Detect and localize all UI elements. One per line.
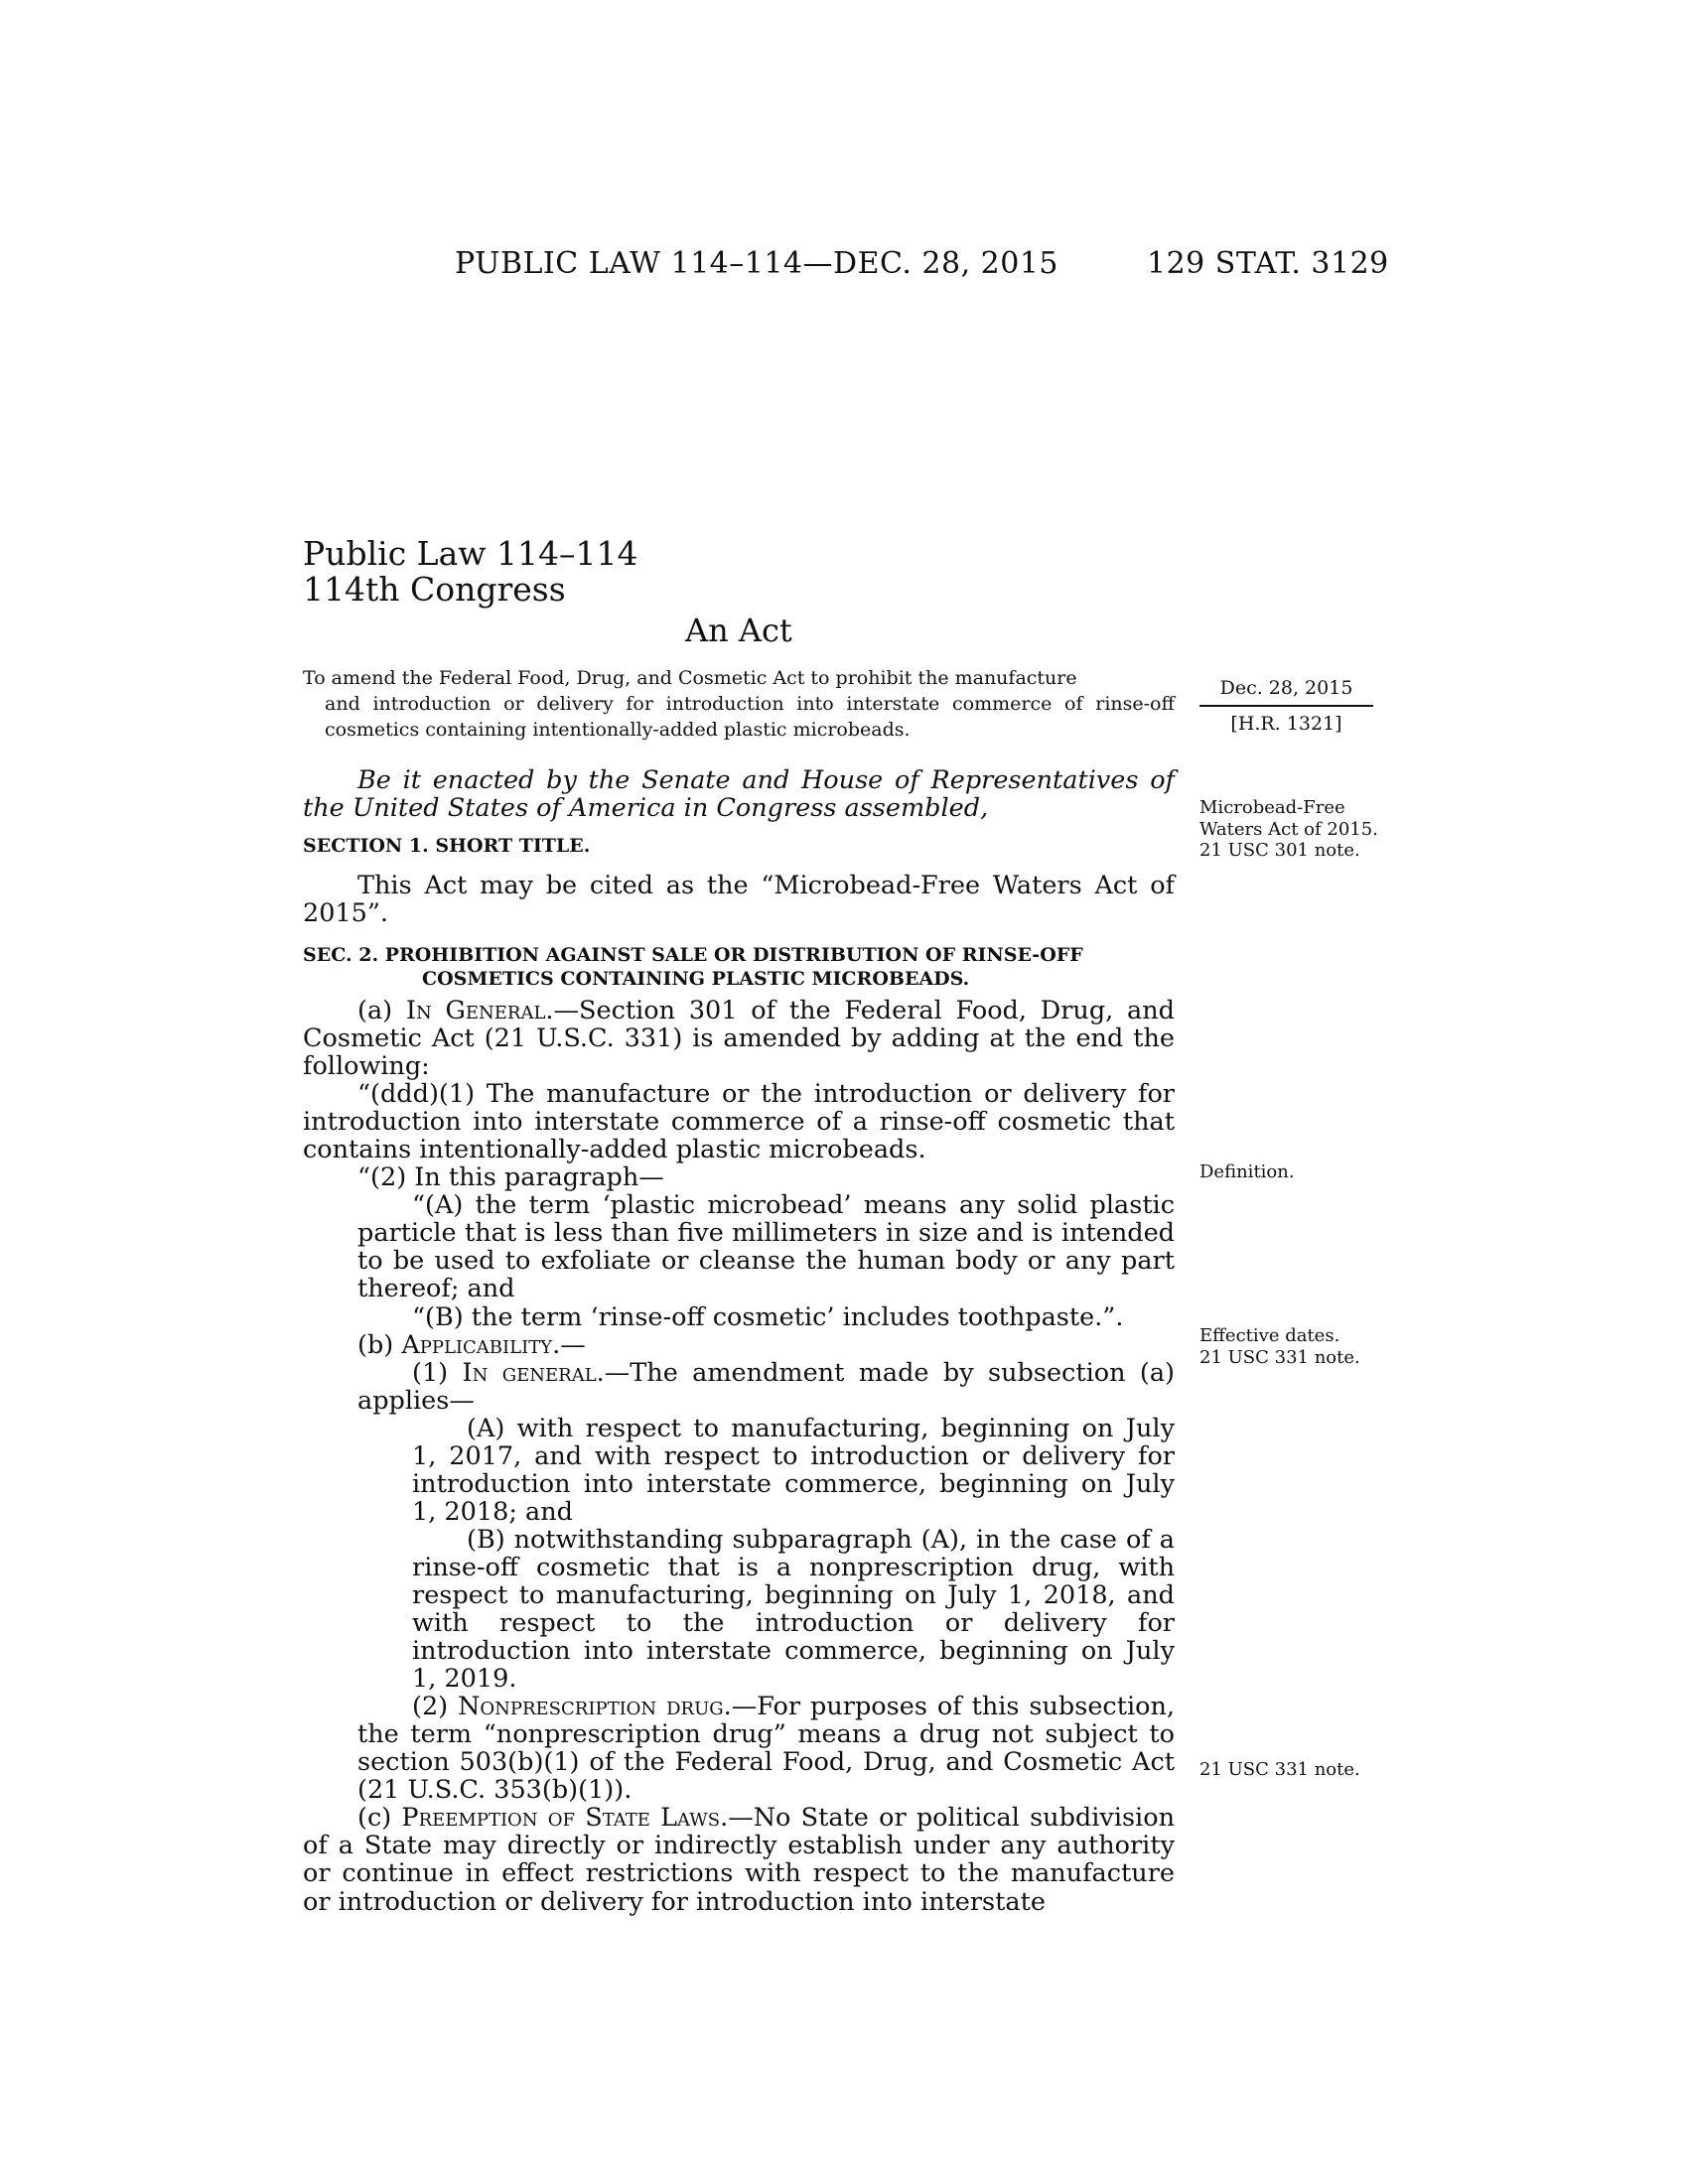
subsection-a-text: .—Section 301 of the Federal Food, Drug, and Cosmetic Act (21 U.S.C. 331) is amended by adding at the end the following:: [303, 996, 1175, 1082]
section-2-heading: SEC. 2. PROHIBITION AGAINST SALE OR DISTRIBUTION OF RINSE-OFF COSMETICS CONTAINING PLASTIC MICROBEADS.: [303, 944, 1083, 990]
subsection-a-heading: In General: [405, 996, 546, 1025]
section-2-body: [303, 997, 1175, 1916]
paragraph-b-1-label: (1): [412, 1357, 463, 1388]
usc-note-331-b: 21 USC 331 note.: [1199, 1759, 1360, 1780]
paragraph-b-2: [303, 1693, 1175, 1804]
congress-number: 114th Congress: [303, 570, 566, 610]
subsection-a: [303, 997, 1175, 1080]
paragraph-ddd-2: “(2) In this paragraph—: [357, 1162, 664, 1193]
paragraph-b-2-text: .—For purposes of this subsection, the term “nonprescription drug” means a drug not subject to section 503(b)(1) of the Federal Food, Drug, and Cosmetic Act (21 U.S.C. 353(b)(1)).: [357, 1692, 1175, 1806]
subsection-b: [303, 1331, 1175, 1359]
date-divider: [1199, 705, 1373, 707]
enactment-date: Dec. 28, 2015: [1219, 677, 1353, 699]
bill-number: [H.R. 1321]: [1230, 713, 1342, 735]
act-title: An Act: [685, 612, 792, 649]
paragraph-b-2-label: (2): [412, 1692, 459, 1722]
short-title-margin-note: [1199, 797, 1388, 862]
subsection-c: [303, 1804, 1175, 1915]
purpose-continuation: and introduction or delivery for introduction into interstate commerce of rinse-off cosmetics containing intentionally-added plastic microbeads.: [325, 693, 1175, 742]
section-1-text: This Act may be cited as the “Microbead-Free Waters Act of 2015”.: [303, 871, 1175, 929]
public-law-number: Public Law 114–114: [303, 534, 638, 573]
paragraph-b-1-heading: In general: [462, 1357, 597, 1388]
usc-note-301: 21 USC 301 note.: [1199, 840, 1360, 862]
enacting-clause: Be it enacted by the Senate and House of Representatives of the United States of America in Congress assembled,: [303, 765, 1175, 824]
running-header-title: PUBLIC LAW 114–114—DEC. 28, 2015: [455, 246, 1059, 281]
paragraph-ddd-B: “(B) the term ‘rinse-off cosmetic’ includes toothpaste.”.: [412, 1301, 1124, 1332]
page-number: 129 STAT. 3129: [1147, 246, 1389, 281]
purpose-first-line: To amend the Federal Food, Drug, and Cosmetic Act to prohibit the manufacture: [303, 667, 1077, 689]
law-title-block: [303, 536, 637, 609]
subsection-c-heading: Preemption of State Laws: [401, 1803, 721, 1834]
subsection-c-label: (c): [357, 1803, 402, 1834]
subparagraph-b-1-B: (B) notwithstanding subparagraph (A), in the case of a rinse-off cosmetic that is a nonprescription drug, with respect to manufacturing, beginning on July 1, 2018, and with respect to the introduction or delivery for introduction into interstate commerce, beginning on July 1, 2019.: [412, 1524, 1175, 1695]
effective-dates-margin-note: [1199, 1325, 1388, 1368]
paragraph-ddd-1: “(ddd)(1) The manufacture or the introduction or delivery for introduction into interstate commerce of a rinse-off cosmetic that contains intentionally-added plastic microbeads.: [303, 1079, 1175, 1165]
subsection-c-text: .—No State or political subdivision of a State may directly or indirectly establish under any authority or continue in effect restrictions with respect to the manufacture or introduction or delivery for introduction into interstate: [303, 1803, 1175, 1917]
subsection-b-heading: Applicability: [401, 1329, 553, 1360]
paragraph-b-1-text: .—The amendment made by subsection (a) applies—: [357, 1357, 1175, 1416]
effective-dates-note: Effective dates.: [1199, 1325, 1340, 1346]
short-title-note: Microbead-Free Waters Act of 2015.: [1199, 797, 1378, 840]
subsection-b-label: (b): [357, 1329, 402, 1360]
paragraph-b-2-heading: Nonprescription drug: [458, 1692, 724, 1722]
subsection-b-dash: .—: [552, 1329, 586, 1360]
enactment-date-block: [1199, 677, 1373, 735]
purpose-statement: [303, 665, 1175, 744]
subsection-a-label: (a): [357, 996, 406, 1025]
definition-margin-note: Definition.: [1199, 1161, 1295, 1182]
paragraph-ddd-A: “(A) the term ‘plastic microbead’ means any solid plastic particle that is less than five millimeters in size and is intended to be used to exfoliate or cleanse the human body or any part thereof; and: [357, 1190, 1175, 1304]
usc-note-331-a: 21 USC 331 note.: [1199, 1346, 1360, 1368]
paragraph-b-1: [303, 1359, 1175, 1415]
section-1-heading: SECTION 1. SHORT TITLE.: [303, 835, 591, 857]
subparagraph-b-1-A: (A) with respect to manufacturing, beginning on July 1, 2017, and with respect to introduction or delivery for introduction into interstate commerce, beginning on July 1, 2018; and: [412, 1413, 1175, 1527]
